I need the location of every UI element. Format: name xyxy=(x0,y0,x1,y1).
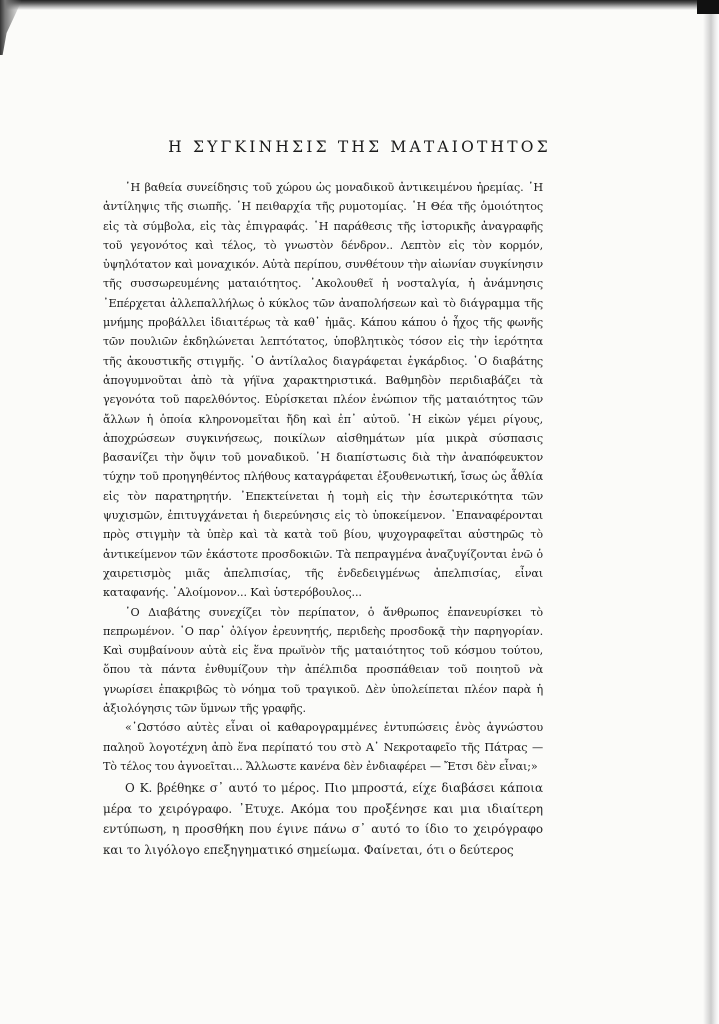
page-title: Η ΣΥΓΚΙΝΗΣΙΣ ΤΗΣ ΜΑΤΑΙΟΤΗΤΟΣ xyxy=(168,138,551,156)
paragraph-2: ῾Ο Διαβάτης συνεχίζει τὸν περίπατον, ὁ ἄνθρωπος ἐπανευρίσκει τὸ πεπρωμένον. ῾Ο παρ᾿ ὀλίγον ἐρευνητής, περιδεὴς προσδοκᾷ τὴν παρηγορίαν. Καὶ συμβαίνουν αὐτὰ εἰς ἕνα πρωϊνὸν τῆς ματαιότητος τοῦ κόσμου τούτου, ὅπου τὰ πάντα ἐνθυμίζουν τὴν ἀπέλπιδα προσπάθειαν τοῦ ποιητοῦ νὰ γνωρίσει ἐπακριβῶς τὸ νόημα τοῦ τραγικοῦ. Δὲν ὑπολείπεται πλέον παρὰ ἡ ἀξιολόγησις τῶν ὕμνων τῆς γραφῆς. xyxy=(103,605,543,716)
quoted-paragraph: «῾Ωστόσο αὐτὲς εἶναι οἱ καθαρογραμμένες ἐντυπώσεις ἑνὸς ἀγνώστου παληοῦ λογοτέχνη ἀπὸ ἕνα περίπατό του στὸ Α᾿ Νεκροταφεῖο τῆς Πάτρας — Τὸ τέλος του ἀγνοεῖται... Ἄλλωστε κανένα δὲν ἐνδιαφέρει — Ἔτσι δὲν εἶναι;» xyxy=(103,721,543,773)
scan-top-shadow xyxy=(0,0,719,10)
paragraph-1: ῾Η βαθεία συνείδησις τοῦ χώρου ὡς μοναδικοῦ ἀντικειμένου ἠρεμίας. ῾Η ἀντίληψις τῆς σιωπῆς. ῾Η πειθαρχία τῆς ρυμοτομίας. ῾Η Θέα τῆς ὁμοιότητος εἰς τὰ σύμβολα, εἰς τὰς ἐπιγραφάς. ῾Η παράθεσις τῆς ἱστορικῆς ἀναγραφῆς τοῦ γεγονότος καὶ τέλος, τὸ γνωστὸν δένδρον.. Λεπτὸν εἰς τὸν κορμόν, ὑψηλότατον καὶ μοναχικόν. Αὐτὰ περίπου, συνθέτουν τὴν αἰωνίαν συγκίνησιν τῆς συσσωρευμένης ματαιότητος. ᾿Ακολουθεῖ ἡ νοσταλγία, ἡ ἀνάμνησις ᾿Επέρχεται ἀλλεπαλλήλως ὁ κύκλος τῶν ἀναπολήσεων καὶ τὸ διάγραμμα τῆς μνήμης προβάλλει ἰδιαιτέρως τὰ καθ᾿ ἡμᾶς. Κάπου κάπου ὁ ἦχος τῆς φωνῆς τῶν πουλιῶν ἐκδηλώνεται λεπτότατος, ὑποβλητικὸς τόσον εἰς τὴν ἱερότητα τῆς ἀκουστικῆς στιγμῆς. ῾Ο ἀντίλαλος διαγράφεται ἐγκάρδιος. ῾Ο διαβάτης ἀπογυμνοῦται ἀπὸ τὰ γήϊνα χαρακτηριστικά. Βαθμηδὸν περιδιαβάζει τὰ γεγονότα τοῦ παρελθόντος. Εὑρίσκεται πλέον ἐνώπιον τῆς ματαιότητος τῶν ἄλλων ἡ ὁποία κληρονομεῖται ἤδη καὶ ἐπ᾿ αὐτοῦ. ῾Η εἰκὼν γέμει ρίγους, ἀποχρώσεων συγκινήσεως, ποικίλων αἰσθημάτων μία μικρὰ σύσπασις βασανίζει τὴν ὄψιν τοῦ μοναδικοῦ. ῾Η διαπίστωσις διὰ τὴν ἀναπόφευκτον τύχην τοῦ προηγηθέντος πλήθους καταγράφεται ἐξουθενωτική, ἴσως ὡς ἆθλία εἰς τὸν παρατηρητήν. ᾿Επεκτείνεται ἡ τομὴ εἰς τὴν ἐσωτερικότητα τῶν ψυχισμῶν, ἐπιτυγχάνεται ἡ διερεύνησις εἰς τὸ ὑποκείμενον. ᾿Επαναφέρονται πρὸς στιγμὴν τὰ ὑπὲρ καὶ τὰ κατὰ τοῦ βίου, ψυχογραφεῖται αὐστηρῶς τὸ ἀντικείμενον τῶν ἑκάστοτε προσδοκιῶν. Τὰ πεπραγμένα ἀναζυγίζονται ἐνῶ ὁ χαιρετισμὸς μιᾶς ἀπελπισίας, τῆς ἐνδεδειγμένως ἀπελπισίας, εἶναι καταφανής. ᾿Αλοίμονον... Καὶ ὑστερόβουλος... xyxy=(103,181,543,600)
paragraph-4: Ο Κ. βρέθηκε σ᾿ αυτό το μέρος. Πιο μπροστά, είχε διαβάσει κάποια μέρα το χειρόγραφο. ᾿Ετυχε. Ακόμα του προξένησε και μια ιδιαίτερη εντύπωση, η προσθήκη που έγινε πάνω σ᾿ αυτό το ίδιο το χειρόγραφο και το λιγόλογο επεξηγηματικό σημείωμα. Φαίνεται, ότι ο δεύτερος xyxy=(103,781,543,857)
scan-right-corner xyxy=(697,0,719,14)
document-body xyxy=(103,178,543,861)
